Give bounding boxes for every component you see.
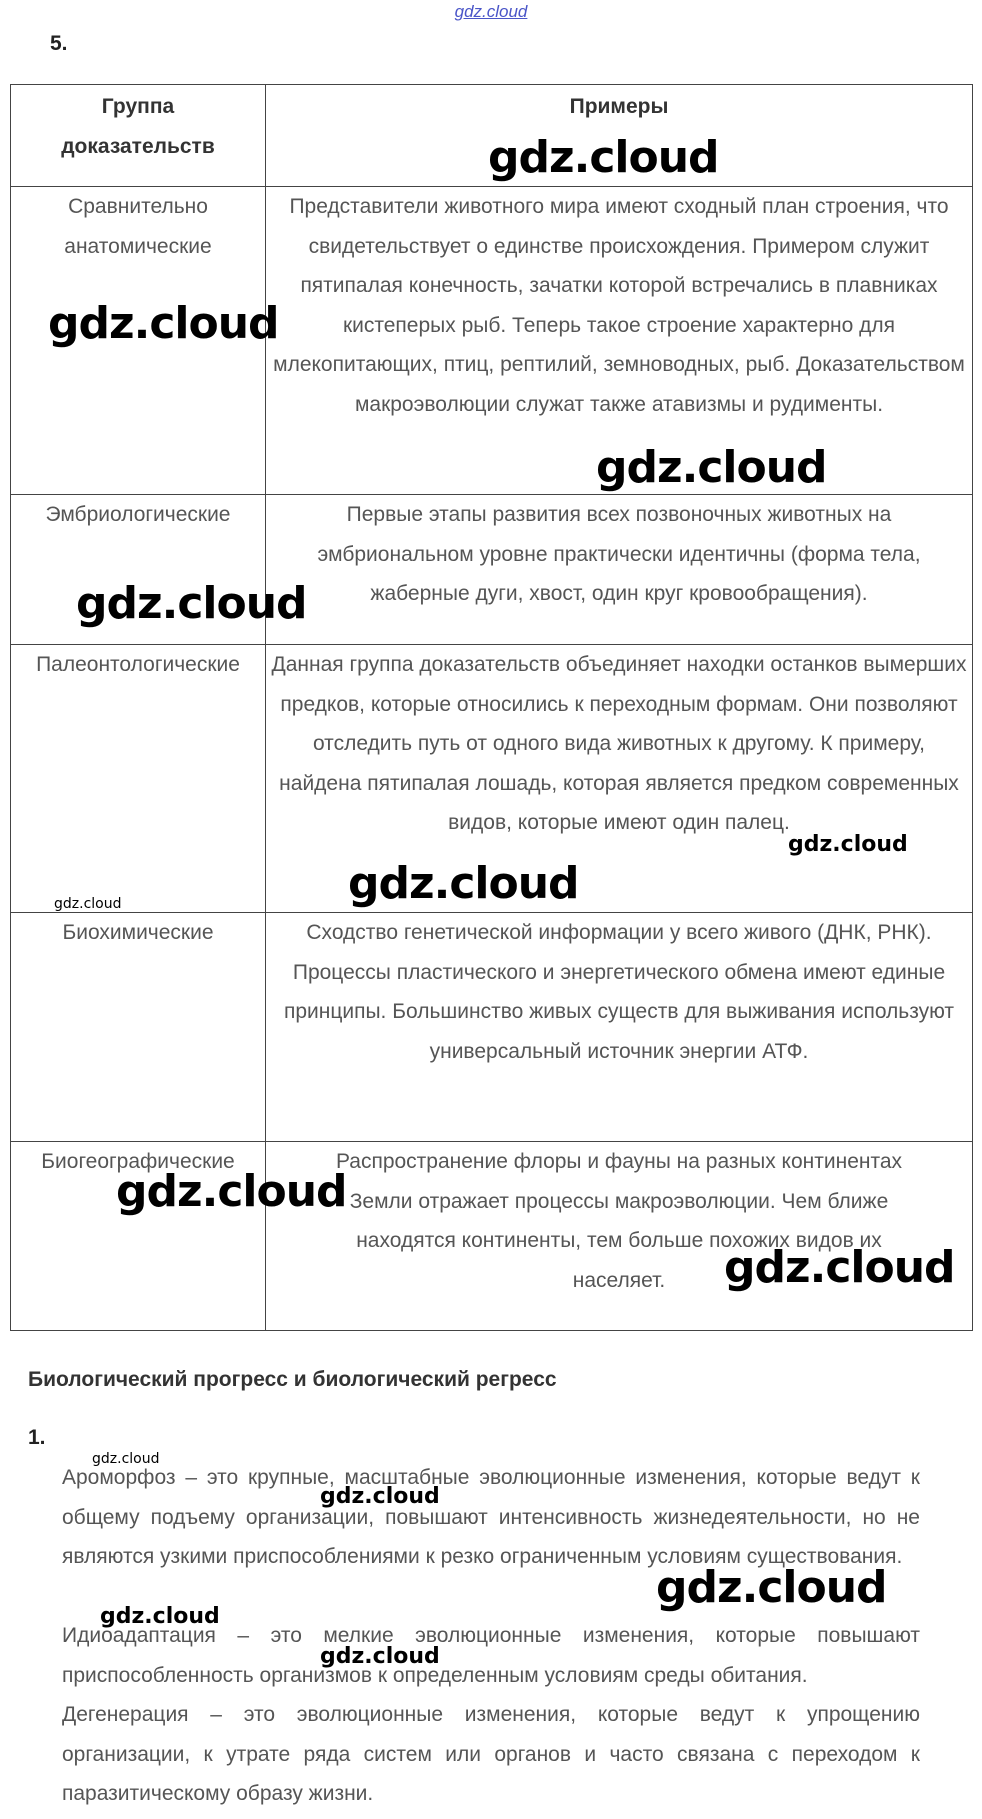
task-number: 5. bbox=[50, 32, 68, 55]
watermark: gdz.cloud bbox=[788, 832, 908, 857]
table-row bbox=[11, 1142, 973, 1331]
table-row bbox=[11, 495, 973, 645]
watermark: gdz.cloud bbox=[76, 578, 307, 629]
row-group-cell: Биогеографические bbox=[11, 1142, 266, 1331]
watermark: gdz.cloud bbox=[320, 1484, 440, 1509]
table-row bbox=[11, 187, 973, 495]
row-examples-cell: Представители животного мира имеют сходный план строения, что свидетельствует о единстве происхождения. Примером служит пятипалая конечность, зачатки которой встречались в плавниках кистеперых рыб. Теперь такое строение характерно для млекопитающих, птиц, рептилий, земноводных, рыб. Доказательством макроэволюции служат также атавизмы и рудименты. bbox=[266, 187, 973, 495]
header-group: Группа доказательств bbox=[11, 85, 266, 187]
paragraph-degeneration: Дегенерация – это эволюционные изменения, которые ведут к упрощению организации, к утрате ряда систем или органов и часто связана с переходом к паразитическому образу жизни. bbox=[62, 1703, 920, 1805]
watermark: gdz.cloud bbox=[116, 1166, 347, 1217]
table-row bbox=[11, 645, 973, 913]
row-examples-cell: Сходство генетической информации у всего живого (ДНК, РНК). Процессы пластического и энергетического обмена имеют единые принципы. Большинство живых существ для выживания используют универсальный источник энергии АТФ. bbox=[266, 913, 973, 1142]
watermark: gdz.cloud bbox=[92, 1451, 160, 1467]
row-examples-cell: Первые этапы развития всех позвоночных животных на эмбриональном уровне практически идентичны (форма тела, жаберные дуги, хвост, один круг кровообращения). bbox=[266, 495, 973, 645]
watermark: gdz.cloud bbox=[724, 1242, 955, 1293]
header-examples: Примеры bbox=[266, 85, 973, 187]
row-group-cell: Палеонтологические bbox=[11, 645, 266, 913]
watermark: gdz.cloud bbox=[656, 1562, 887, 1613]
watermark: gdz.cloud bbox=[320, 1644, 440, 1669]
row-examples-cell: Распространение флоры и фауны на разных континентах Земли отражает процессы макроэволюции. Чем ближе находятся континенты, тем больше похожих видов их населяет. bbox=[266, 1142, 973, 1331]
top-watermark-link[interactable]: gdz.cloud bbox=[454, 2, 528, 21]
row-group-cell: Эмбриологические bbox=[11, 495, 266, 645]
table-row bbox=[11, 913, 973, 1142]
row-group-cell: Биохимические bbox=[11, 913, 266, 1142]
section-title: Биологический прогресс и биологический регресс bbox=[28, 1368, 557, 1391]
row-examples-cell: Данная группа доказательств объединяет находки останков вымерших предков, которые относились к переходным формам. Они позволяют отследить путь от одного вида животных к другому. К примеру, найдена пятипалая лошадь, которая является предком современных видов, которые имеют один палец. bbox=[266, 645, 973, 913]
watermark: gdz.cloud bbox=[348, 858, 579, 909]
section-task-number: 1. bbox=[28, 1426, 46, 1449]
table-header-row bbox=[11, 85, 973, 187]
row-group-cell: Сравнительно анатомические bbox=[11, 187, 266, 495]
paragraph-idioadaptation: Идиоадаптация – это мелкие эволюционные изменения, которые повышают приспособленность организмов к определенным условиям среды обитания. bbox=[62, 1624, 920, 1687]
watermark: gdz.cloud bbox=[48, 298, 279, 349]
watermark: gdz.cloud bbox=[100, 1604, 220, 1629]
watermark: gdz.cloud bbox=[596, 442, 827, 493]
watermark: gdz.cloud bbox=[54, 896, 122, 912]
watermark: gdz.cloud bbox=[488, 132, 719, 183]
evidence-table bbox=[10, 84, 973, 1331]
paragraph-aromorphosis: Ароморфоз – это крупные, масштабные эволюционные изменения, которые ведут к общему подъему организации, повышают интенсивность жизнедеятельности, но не являются узкими приспособлениями к резко ограниченным условиям существования. bbox=[62, 1466, 920, 1568]
